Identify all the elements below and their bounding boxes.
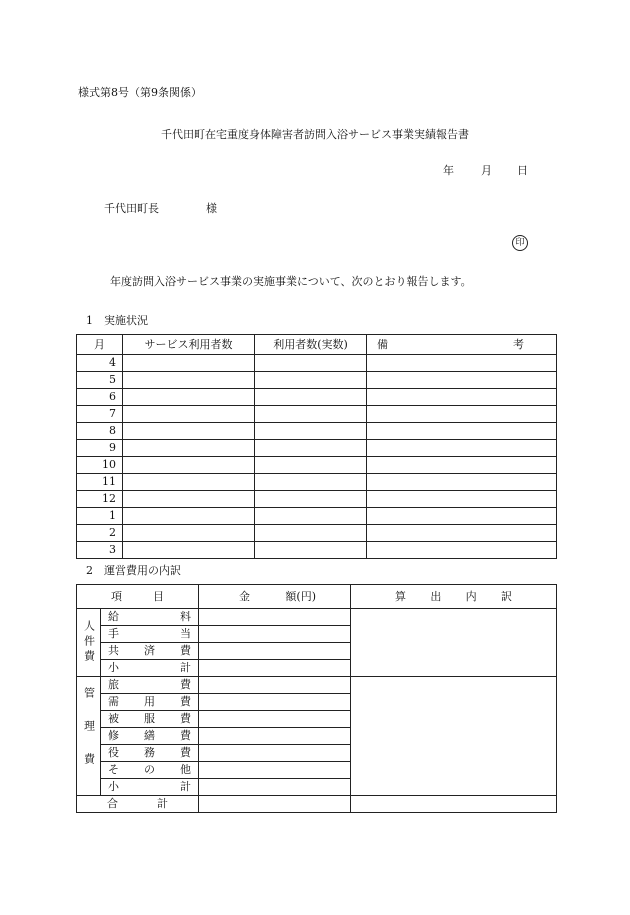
cost-item-char: 他: [180, 763, 191, 776]
table-row: [77, 525, 557, 542]
service-users-cell: [123, 542, 255, 559]
service-users-cell: [123, 508, 255, 525]
cost-item-label: [101, 711, 199, 728]
actual-users-cell: [255, 372, 367, 389]
breakdown-cell: [351, 609, 557, 677]
table-row: [77, 508, 557, 525]
month-cell: 1: [77, 508, 123, 525]
cost-item-char: 費: [180, 678, 191, 691]
actual-users-cell: [255, 389, 367, 406]
cost-item-char: 旅: [108, 678, 119, 691]
status-table-header: [77, 335, 557, 355]
breakdown-cell: [351, 677, 557, 796]
amount-cell: [199, 626, 351, 643]
header-breakdown-char2: 出: [430, 589, 442, 603]
remarks-cell: [367, 389, 557, 406]
header-breakdown-char3: 内: [465, 589, 477, 603]
header-remarks-char1: 備: [377, 337, 388, 351]
remarks-cell: [367, 440, 557, 457]
table-row: [77, 542, 557, 559]
cost-item-label: [101, 660, 199, 677]
amount-cell: [199, 694, 351, 711]
cost-item-char: 計: [180, 780, 191, 793]
table-row: [77, 440, 557, 457]
cost-item-label: [101, 643, 199, 660]
header-breakdown: [351, 585, 557, 609]
amount-cell: [199, 711, 351, 728]
total-amount-cell: [199, 796, 351, 813]
header-remarks-char2: 考: [513, 337, 524, 351]
seal-mark: 印: [512, 235, 528, 251]
service-users-cell: [123, 423, 255, 440]
month-cell: 2: [77, 525, 123, 542]
service-users-cell: [123, 406, 255, 423]
table-row: [77, 491, 557, 508]
amount-cell: [199, 677, 351, 694]
service-users-cell: [123, 389, 255, 406]
month-cell: 5: [77, 372, 123, 389]
table-row: [77, 355, 557, 372]
remarks-cell: [367, 542, 557, 559]
table-row: [77, 474, 557, 491]
service-users-cell: [123, 525, 255, 542]
cost-item-char: 役: [108, 746, 119, 759]
cost-item-label: [101, 779, 199, 796]
total-label-char: 計: [157, 797, 168, 810]
remarks-cell: [367, 372, 557, 389]
month-cell: 11: [77, 474, 123, 491]
actual-users-cell: [255, 457, 367, 474]
cost-item-char: 繕: [144, 729, 155, 742]
management-group-text: 管理費: [82, 686, 96, 786]
cost-item-char: 用: [144, 695, 155, 708]
month-cell: 8: [77, 423, 123, 440]
remarks-cell: [367, 508, 557, 525]
table-row: [77, 389, 557, 406]
amount-cell: [199, 609, 351, 626]
cost-item-char: 小: [108, 780, 119, 793]
cost-item-char: 修: [108, 729, 119, 742]
amount-cell: [199, 762, 351, 779]
header-remarks: [367, 335, 557, 355]
service-users-cell: [123, 457, 255, 474]
month-cell: 4: [77, 355, 123, 372]
actual-users-cell: [255, 542, 367, 559]
total-label: [77, 796, 199, 813]
table-row: [77, 372, 557, 389]
form-number: 様式第8号（第9条関係）: [78, 86, 202, 99]
date-month: 月: [481, 164, 492, 177]
addressee-name: 千代田町長: [104, 202, 159, 215]
remarks-cell: [367, 474, 557, 491]
cost-item-label: [101, 626, 199, 643]
amount-cell: [199, 728, 351, 745]
report-statement: 年度訪問入浴サービス事業の実施事業について、次のとおり報告します。: [110, 275, 472, 288]
personnel-group-text: 人件費: [82, 620, 96, 665]
actual-users-cell: [255, 423, 367, 440]
header-item-char1: 項: [111, 589, 122, 603]
cost-item-char: 小: [108, 661, 119, 674]
cost-item-char: 被: [108, 712, 119, 725]
cost-item-char: の: [144, 763, 155, 776]
addressee-honorific: 様: [206, 202, 217, 215]
cost-item-char: 費: [180, 729, 191, 742]
month-cell: 12: [77, 491, 123, 508]
header-breakdown-char1: 算: [395, 589, 406, 603]
status-table: [76, 334, 557, 559]
table-row: [77, 423, 557, 440]
personnel-group-label: [77, 609, 101, 677]
cost-item-char: 費: [180, 712, 191, 725]
remarks-cell: [367, 457, 557, 474]
month-cell: 3: [77, 542, 123, 559]
cost-item-char: 計: [180, 661, 191, 674]
actual-users-cell: [255, 491, 367, 508]
amount-cell: [199, 779, 351, 796]
cost-item-char: 費: [180, 695, 191, 708]
month-cell: 7: [77, 406, 123, 423]
header-item-char2: 目: [153, 589, 164, 603]
month-cell: 9: [77, 440, 123, 457]
actual-users-cell: [255, 355, 367, 372]
cost-item-char: 務: [144, 746, 155, 759]
actual-users-cell: [255, 406, 367, 423]
cost-item-char: 需: [108, 695, 119, 708]
cost-item-char: 手: [108, 627, 119, 640]
header-service-users: サービス利用者数: [123, 335, 255, 355]
service-users-cell: [123, 491, 255, 508]
header-breakdown-char4: 訳: [500, 589, 512, 603]
cost-item-label: [101, 609, 199, 626]
section2-heading: 2 運営費用の内訳: [86, 564, 181, 577]
header-item: [77, 585, 199, 609]
remarks-cell: [367, 406, 557, 423]
table-row: [77, 677, 557, 694]
cost-item-char: 費: [180, 746, 191, 759]
total-breakdown-cell: [351, 796, 557, 813]
cost-item-label: [101, 728, 199, 745]
total-label-char: 合: [107, 797, 118, 810]
cost-item-label: [101, 762, 199, 779]
amount-cell: [199, 660, 351, 677]
cost-item-label: [101, 677, 199, 694]
remarks-cell: [367, 525, 557, 542]
cost-item-char: 費: [180, 644, 191, 657]
cost-table-header: [77, 585, 557, 609]
section1-heading: 1 実施状況: [86, 314, 148, 327]
header-amount-char1: 金: [239, 589, 250, 603]
total-row: [77, 796, 557, 813]
cost-table: [76, 584, 557, 813]
table-row: [77, 457, 557, 474]
cost-item-char: 料: [180, 610, 191, 623]
cost-item-char: 済: [144, 644, 155, 657]
remarks-cell: [367, 491, 557, 508]
cost-item-char: 共: [108, 644, 119, 657]
table-row: [77, 609, 557, 626]
amount-cell: [199, 745, 351, 762]
month-cell: 6: [77, 389, 123, 406]
amount-cell: [199, 643, 351, 660]
header-amount: [199, 585, 351, 609]
cost-item-label: [101, 694, 199, 711]
cost-item-char: そ: [108, 763, 119, 776]
header-month: 月: [77, 335, 123, 355]
document-title: 千代田町在宅重度身体障害者訪問入浴サービス事業実績報告書: [161, 128, 469, 141]
month-cell: 10: [77, 457, 123, 474]
remarks-cell: [367, 355, 557, 372]
actual-users-cell: [255, 508, 367, 525]
header-actual-users: 利用者数(実数): [255, 335, 367, 355]
service-users-cell: [123, 440, 255, 457]
cost-item-char: 服: [144, 712, 155, 725]
service-users-cell: [123, 355, 255, 372]
service-users-cell: [123, 474, 255, 491]
actual-users-cell: [255, 525, 367, 542]
cost-item-label: [101, 745, 199, 762]
header-amount-char2: 額(円): [285, 589, 316, 603]
remarks-cell: [367, 423, 557, 440]
actual-users-cell: [255, 474, 367, 491]
table-row: [77, 406, 557, 423]
service-users-cell: [123, 372, 255, 389]
actual-users-cell: [255, 440, 367, 457]
cost-item-char: 当: [180, 627, 191, 640]
cost-item-char: 給: [108, 610, 119, 623]
date-day: 日: [517, 164, 528, 177]
management-group-label: [77, 677, 101, 796]
date-year: 年: [443, 164, 454, 177]
